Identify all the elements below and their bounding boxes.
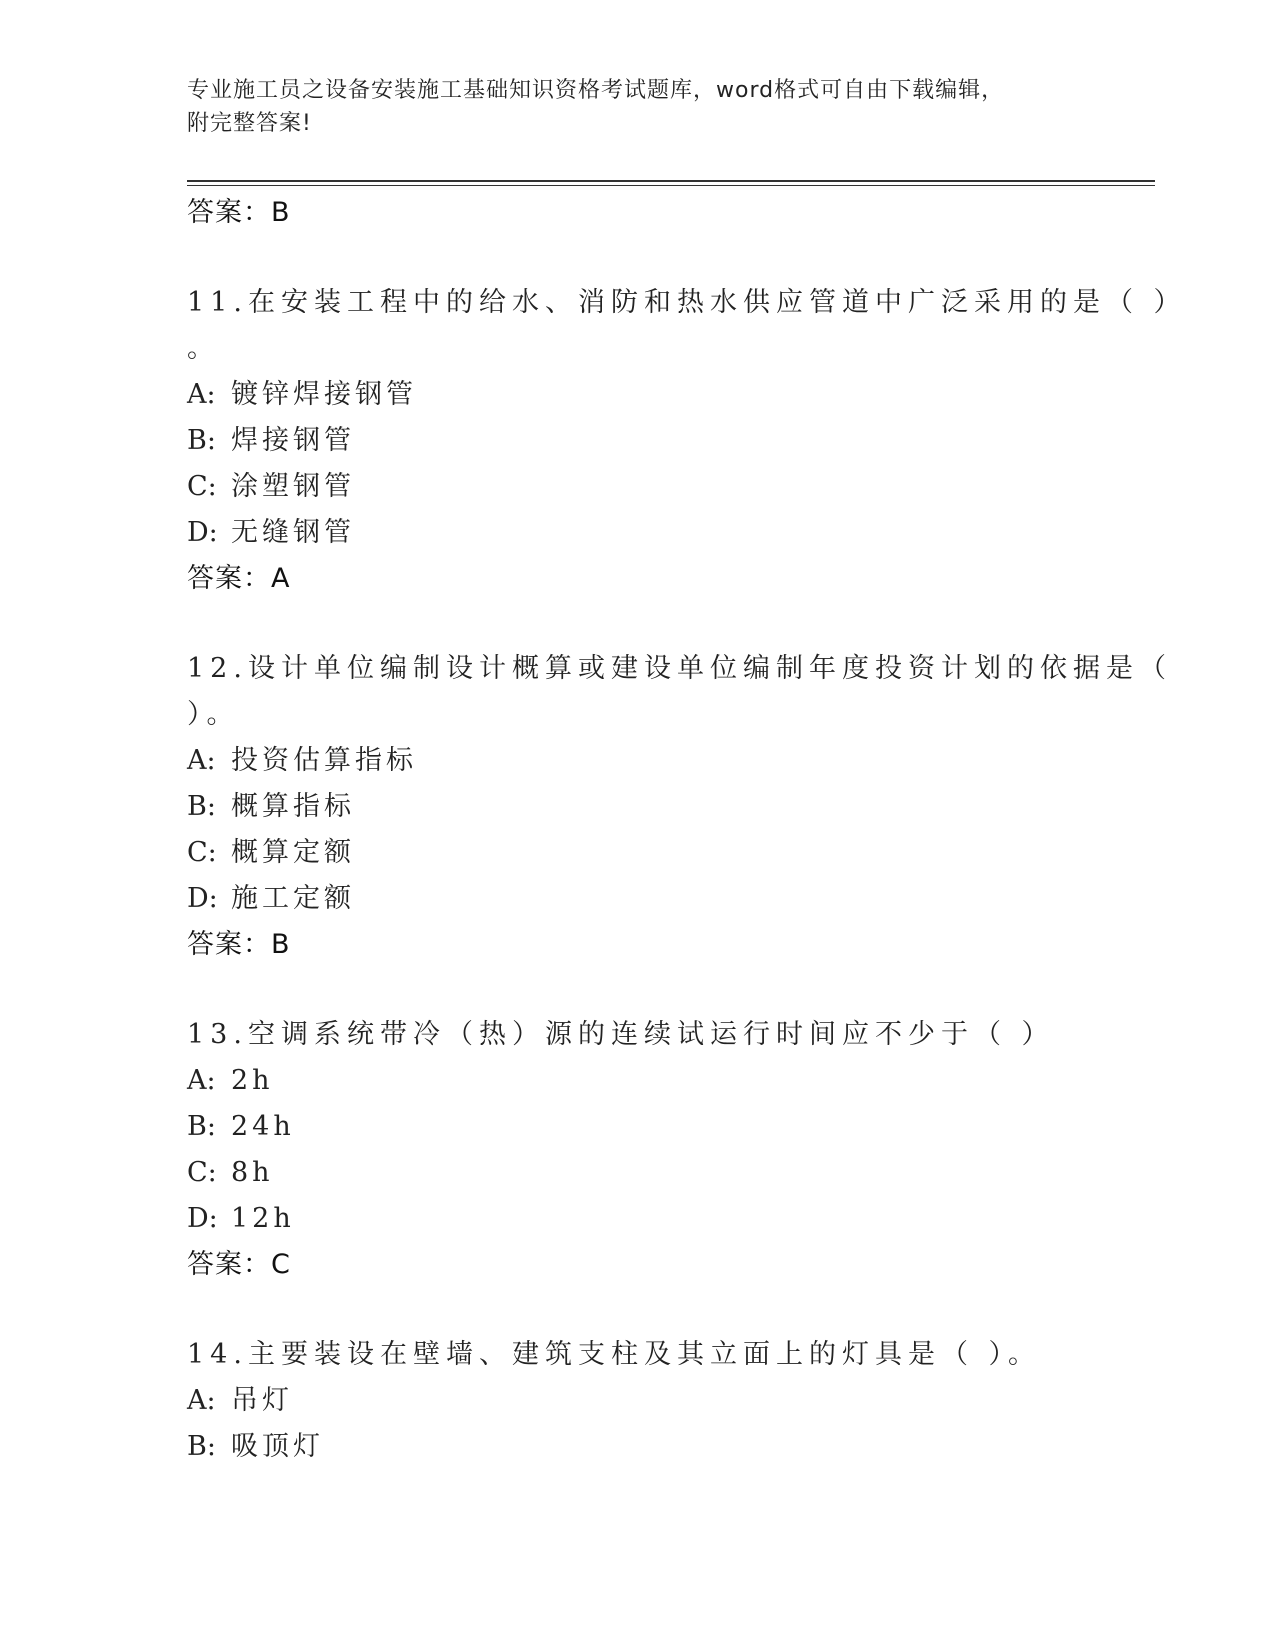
question-text: ）。 (187, 699, 240, 730)
option-text: 无缝钢管 (231, 517, 355, 548)
option-letter: D: (187, 883, 218, 914)
header-divider (187, 180, 1155, 186)
answer-option (187, 372, 1167, 418)
answer-option (187, 1196, 1167, 1242)
answer-option (187, 418, 1167, 464)
option-text: 吸顶灯 (231, 1431, 324, 1462)
question-text: 。 (187, 333, 220, 364)
option-text: 镀锌焊接钢管 (231, 379, 417, 410)
option-letter: A: (187, 379, 216, 410)
answer-line: 答案：C (187, 1249, 291, 1280)
answer-option (187, 1424, 1167, 1470)
header-line-2: 附完整答案! (187, 111, 312, 136)
option-letter: A: (187, 1385, 216, 1416)
option-text: 24h (231, 1111, 295, 1142)
document-header (187, 74, 1087, 140)
question-spacer (187, 1288, 1167, 1332)
option-text: 2h (231, 1065, 274, 1096)
question-block (187, 646, 1172, 968)
answer-option (187, 1150, 1167, 1196)
option-text: 吊灯 (231, 1385, 293, 1416)
header-line-1: 专业施工员之设备安装施工基础知识资格考试题库，word格式可自由下载编辑， (187, 78, 1005, 103)
answer-option (187, 1058, 1167, 1104)
question-spacer (187, 602, 1167, 646)
answer-option (187, 1378, 1167, 1424)
option-letter: C: (187, 837, 217, 868)
answer-option (187, 876, 1167, 922)
option-text: 12h (231, 1203, 295, 1234)
question-block (187, 1332, 1167, 1470)
question-spacer (187, 236, 1167, 280)
option-text: 涂塑钢管 (231, 471, 355, 502)
option-text: 概算指标 (231, 791, 355, 822)
option-text: 8h (231, 1157, 274, 1188)
answer-line: 答案：B (187, 197, 291, 228)
option-text: 投资估算指标 (231, 745, 417, 776)
option-letter: A: (187, 745, 216, 776)
question-text: 11.在安装工程中的给水、消防和热水供应管道中广泛采用的是（ ） (187, 287, 1187, 318)
answer-line: 答案：B (187, 929, 291, 960)
question-spacer (187, 968, 1167, 1012)
answer-option (187, 738, 1167, 784)
answer-option (187, 784, 1167, 830)
option-letter: B: (187, 1111, 216, 1142)
question-block (187, 1012, 1167, 1288)
answer-option (187, 510, 1167, 556)
question-block (187, 280, 1187, 602)
question-list (187, 190, 1187, 1470)
question-text: 13.空调系统带冷（热）源的连续试运行时间应不少于（ ） (187, 1019, 1055, 1050)
answer-option (187, 1104, 1167, 1150)
option-text: 概算定额 (231, 837, 355, 868)
option-letter: D: (187, 517, 218, 548)
option-letter: C: (187, 471, 217, 502)
option-letter: B: (187, 791, 216, 822)
option-letter: D: (187, 1203, 218, 1234)
question-text: 12.设计单位编制设计概算或建设单位编制年度投资计划的依据是（ (187, 653, 1172, 684)
option-text: 施工定额 (231, 883, 355, 914)
answer-line: 答案：A (187, 563, 291, 594)
answer-option (187, 830, 1167, 876)
option-letter: B: (187, 1431, 216, 1462)
option-letter: C: (187, 1157, 217, 1188)
option-text: 焊接钢管 (231, 425, 355, 456)
option-letter: B: (187, 425, 216, 456)
question-text: 14.主要装设在壁墙、建筑支柱及其立面上的灯具是（ ）。 (187, 1339, 1042, 1370)
answer-option (187, 464, 1167, 510)
option-letter: A: (187, 1065, 216, 1096)
